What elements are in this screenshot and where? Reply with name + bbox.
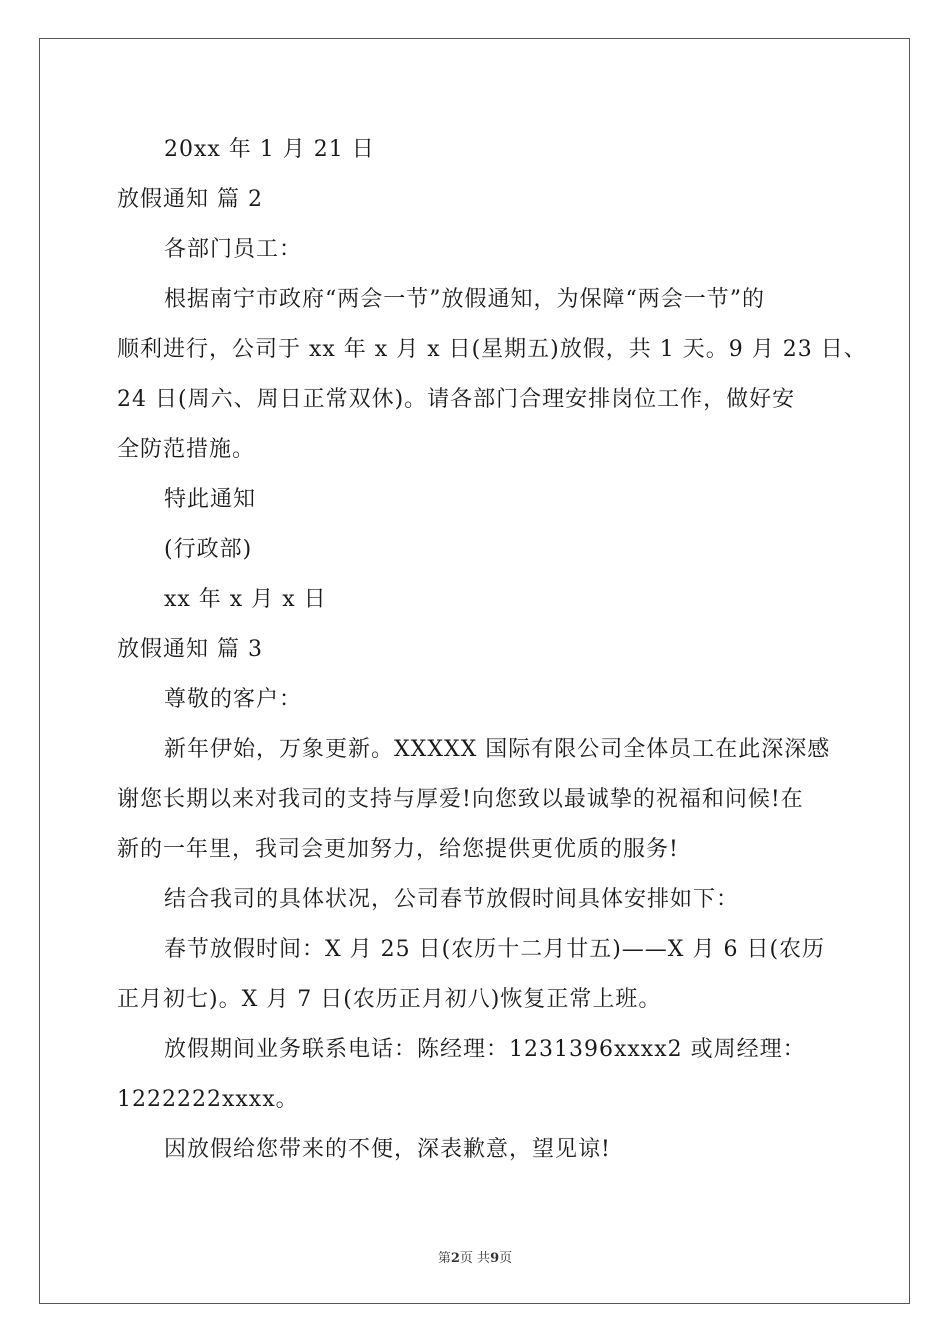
paragraph-line: 根据南宁市政府“两会一节”放假通知，为保障“两会一节”的 xyxy=(164,287,765,312)
page-current: 2 xyxy=(450,1251,460,1266)
page-suffix: 页 xyxy=(499,1251,513,1266)
paragraph-line: 24 日(周六、周日正常双休)。请各部门合理安排岗位工作，做好安 xyxy=(117,387,796,412)
paragraph-line: 结合我司的具体状况，公司春节放假时间具体安排如下： xyxy=(164,887,740,912)
paragraph-line: 全防范措施。 xyxy=(117,437,256,462)
paragraph-line: 放假期间业务联系电话：陈经理：1231396xxxx2 或周经理： xyxy=(164,1037,806,1062)
page-prefix: 第 xyxy=(437,1251,451,1266)
paragraph-line: 新年伊始，万象更新。XXXXX 国际有限公司全体员工在此深深感 xyxy=(164,737,831,762)
page-footer xyxy=(0,1247,950,1266)
date-line: xx 年 x 月 x 日 xyxy=(164,587,327,612)
paragraph-line: 顺利进行，公司于 xx 年 x 月 x 日(星期五)放假，共 1 天。9 月 23 日、 xyxy=(117,337,867,362)
salutation-line: 尊敬的客户： xyxy=(164,687,303,712)
section-heading-2: 放假通知 篇 2 xyxy=(117,187,263,212)
paragraph-line: 因放假给您带来的不便，深表歉意，望见谅! xyxy=(164,1137,611,1162)
closing-line: 特此通知 xyxy=(164,487,257,512)
page-mid: 页 共 xyxy=(459,1251,491,1266)
paragraph-line: 新的一年里，我司会更加努力，给您提供更优质的服务! xyxy=(117,837,679,862)
date-line: 20xx 年 1 月 21 日 xyxy=(164,137,375,162)
section-heading-3: 放假通知 篇 3 xyxy=(117,637,263,662)
paragraph-line: 谢您长期以来对我司的支持与厚爱!向您致以最诚挚的祝福和问候!在 xyxy=(117,787,804,812)
signature-line: (行政部) xyxy=(164,537,253,562)
paragraph-line: 正月初七)。X 月 7 日(农历正月初八)恢复正常上班。 xyxy=(117,987,662,1012)
salutation-line: 各部门员工： xyxy=(164,237,303,262)
paragraph-line: 1222222xxxx。 xyxy=(117,1087,299,1112)
paragraph-line: 春节放假时间：X 月 25 日(农历十二月廿五)——X 月 6 日(农历 xyxy=(164,937,826,962)
page-total: 9 xyxy=(490,1251,500,1266)
